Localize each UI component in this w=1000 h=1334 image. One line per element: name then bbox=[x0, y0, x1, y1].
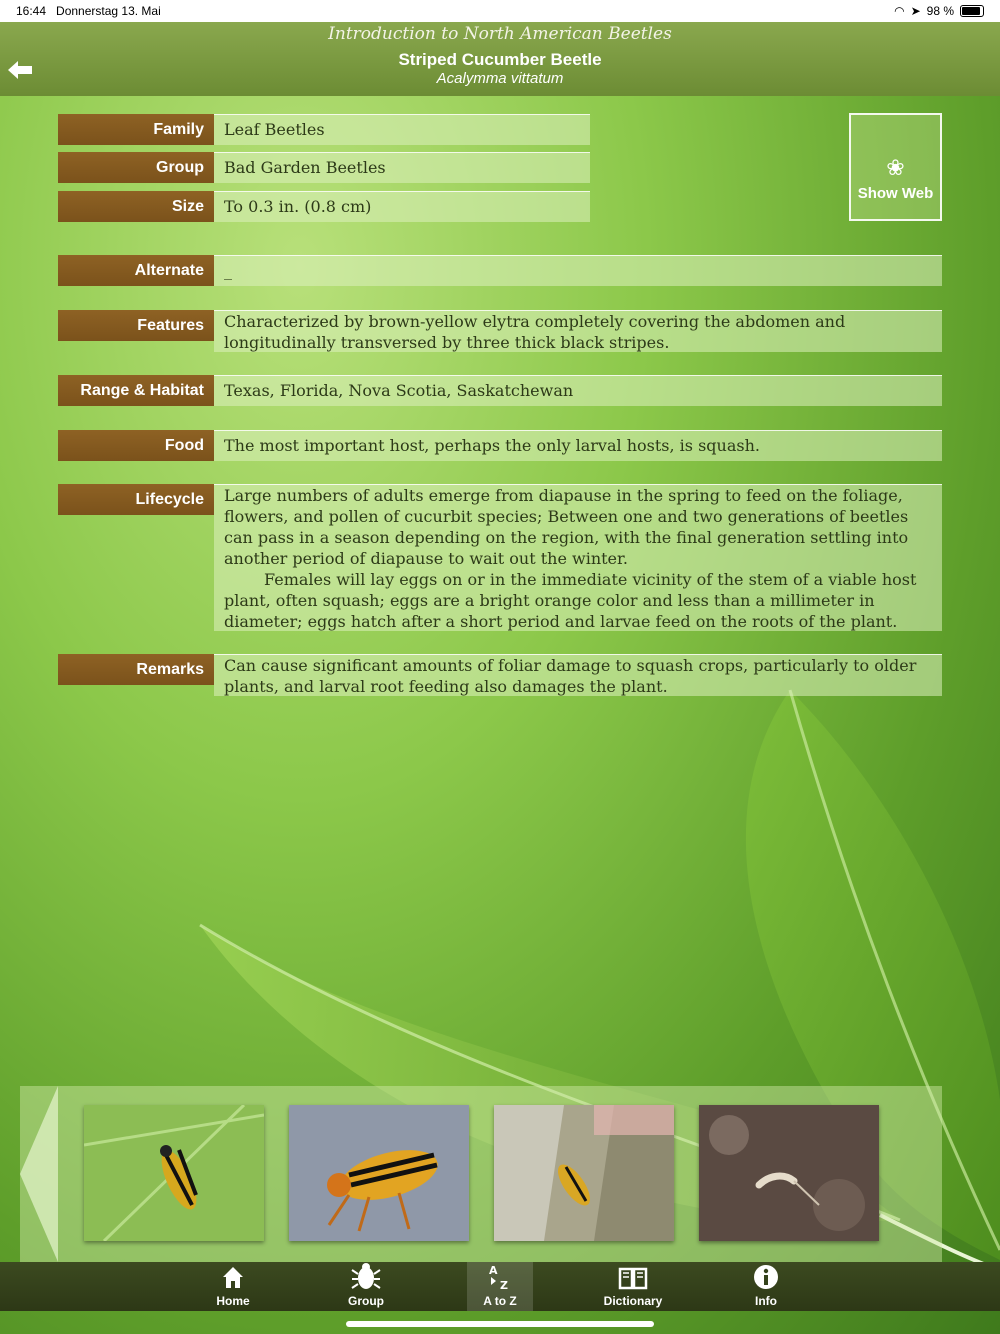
photo-beetle-closeup[interactable] bbox=[289, 1105, 469, 1241]
lifecycle-paragraph-1: Large numbers of adults emerge from diapause in the spring to feed on the foliage, flowers, and pollen of cucurbit species; Between one and two generations of beetles can pass in a season depending on the region, with the final generation settling into another period of diapause to wait out the winter. bbox=[224, 486, 909, 568]
value-alternate: _ bbox=[214, 255, 942, 286]
scientific-name: Acalymma vittatum bbox=[436, 70, 564, 87]
tab-a-to-z[interactable] bbox=[467, 1262, 533, 1311]
photo-gallery[interactable] bbox=[20, 1086, 942, 1262]
value-remarks: Can cause significant amounts of foliar damage to squash crops, particularly to older plants, and larval root feeding also damages the plant. bbox=[214, 654, 942, 696]
value-family: Leaf Beetles bbox=[214, 114, 590, 145]
wifi-icon: ◠ bbox=[894, 4, 905, 18]
puzzle-icon: ❀ bbox=[886, 155, 905, 180]
series-title: Introduction to North American Beetles bbox=[328, 24, 672, 44]
photo-larva-in-soil[interactable] bbox=[699, 1105, 879, 1241]
label-size: Size bbox=[58, 191, 214, 222]
svg-text:Z: Z bbox=[500, 1279, 508, 1290]
back-arrow-icon[interactable] bbox=[6, 58, 34, 82]
tab-dictionary[interactable] bbox=[600, 1262, 666, 1311]
book-icon bbox=[618, 1266, 648, 1290]
label-lifecycle: Lifecycle bbox=[58, 484, 214, 515]
label-family: Family bbox=[58, 114, 214, 145]
show-web-button[interactable] bbox=[849, 113, 942, 221]
tab-group[interactable] bbox=[333, 1262, 399, 1311]
battery-icon bbox=[960, 5, 984, 17]
show-web-label: Show Web bbox=[857, 185, 934, 202]
status-time: 16:44 Donnerstag 13. Mai bbox=[16, 4, 161, 18]
tab-home[interactable] bbox=[200, 1262, 266, 1311]
label-alternate: Alternate bbox=[58, 255, 214, 286]
tab-dictionary-label: Dictionary bbox=[603, 1294, 663, 1308]
navigation-bar bbox=[0, 22, 1000, 96]
page-title: Striped Cucumber Beetle bbox=[398, 50, 602, 69]
home-icon bbox=[220, 1264, 246, 1290]
info-icon bbox=[753, 1264, 779, 1290]
value-group: Bad Garden Beetles bbox=[214, 152, 590, 183]
home-indicator[interactable] bbox=[346, 1321, 654, 1327]
az-sort-icon bbox=[487, 1262, 513, 1290]
value-food: The most important host, perhaps the only larval hosts, is squash. bbox=[214, 430, 942, 461]
tab-home-label: Home bbox=[216, 1294, 250, 1308]
status-bar bbox=[0, 0, 1000, 22]
beetle-icon bbox=[351, 1262, 381, 1290]
tab-bar bbox=[0, 1262, 1000, 1311]
tab-info[interactable] bbox=[733, 1262, 799, 1311]
lifecycle-paragraph-2: Females will lay eggs on or in the immediate vicinity of the stem of a viable host plant, often squash; eggs are a bright orange color and less than a millimeter in diameter; eggs hatch after a short period and larvae feed on the roots of the plant. bbox=[224, 570, 917, 631]
gallery-left-arrow[interactable] bbox=[20, 1086, 60, 1262]
label-features: Features bbox=[58, 310, 214, 341]
value-size: To 0.3 in. (0.8 cm) bbox=[214, 191, 590, 222]
svg-text:A: A bbox=[489, 1264, 498, 1277]
value-features: Characterized by brown-yellow elytra completely covering the abdomen and longitudinally transversed by three thick black stripes. bbox=[214, 310, 942, 352]
tab-info-label: Info bbox=[755, 1294, 777, 1308]
tab-a-to-z-label: A to Z bbox=[483, 1294, 517, 1308]
photo-beetle-on-leaf[interactable] bbox=[84, 1105, 264, 1241]
label-remarks: Remarks bbox=[58, 654, 214, 685]
value-range-habitat: Texas, Florida, Nova Scotia, Saskatchewan bbox=[214, 375, 942, 406]
label-food: Food bbox=[58, 430, 214, 461]
photo-beetle-on-bark[interactable] bbox=[494, 1105, 674, 1241]
label-range-habitat: Range & Habitat bbox=[58, 375, 214, 406]
location-icon: ➤ bbox=[910, 4, 921, 18]
tab-group-label: Group bbox=[348, 1294, 384, 1308]
label-group: Group bbox=[58, 152, 214, 183]
battery-percent: 98 % bbox=[926, 4, 954, 18]
value-lifecycle bbox=[214, 484, 942, 631]
